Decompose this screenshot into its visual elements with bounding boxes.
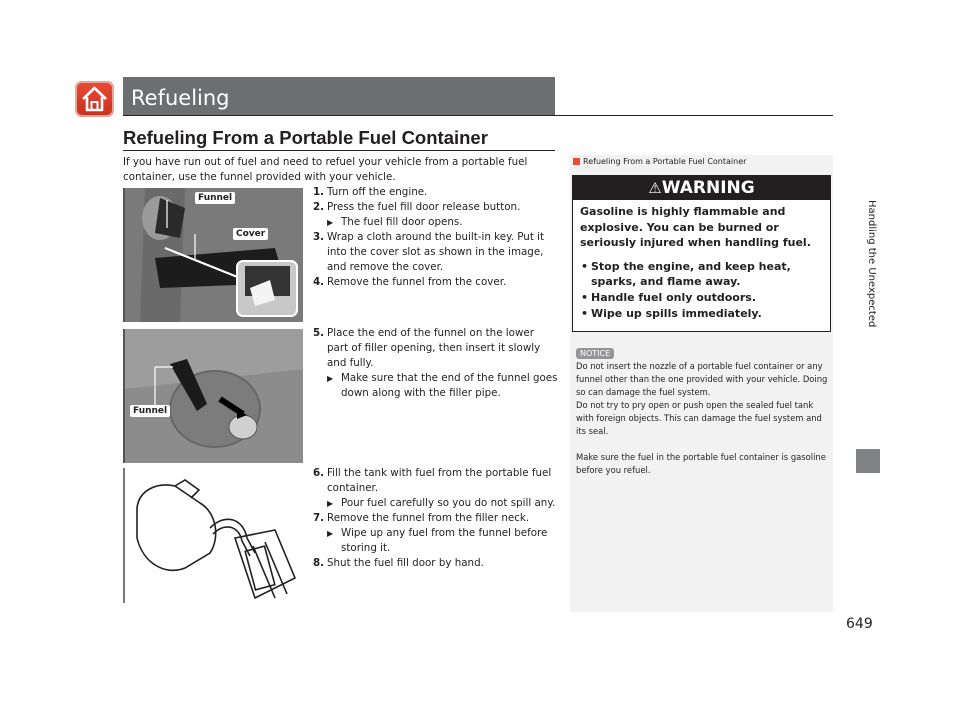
step-item <box>313 185 558 200</box>
warning-text <box>580 204 825 321</box>
step-sub-item <box>313 371 558 401</box>
page-number: 649 <box>846 616 873 632</box>
notice-paragraph: Do not insert the nozzle of a portable fuel container or any funnel other than the one provided with your vehicle. Doing so can damage the fuel system. <box>576 361 828 397</box>
warning-item: • Wipe up spills immediately. <box>591 306 825 322</box>
notice-paragraph: Do not try to pry open or push open the sealed fuel tank with foreign objects. This can damage the fuel system and its seal. <box>576 400 822 436</box>
step-number: 3. <box>313 231 325 243</box>
notice-badge: NOTICE <box>576 348 614 359</box>
step-item <box>313 466 558 496</box>
step-item <box>313 326 558 371</box>
note-marker-icon <box>573 158 580 165</box>
title-rule <box>123 115 833 116</box>
step-item <box>313 230 558 275</box>
callout-cover: Cover <box>233 228 268 240</box>
step-item <box>313 511 558 526</box>
callout-funnel-2: Funnel <box>130 405 170 417</box>
step-text: Remove the funnel from the filler neck. <box>327 512 530 524</box>
step-sub-text: Wipe up any fuel from the funnel before storing it. <box>341 527 548 554</box>
step-number: 5. <box>313 327 325 339</box>
step-item <box>313 275 558 290</box>
funnel-insert-image <box>123 329 303 463</box>
section-title: Refueling <box>131 86 230 110</box>
step-text: Press the fuel fill door release button. <box>327 201 521 213</box>
chapter-label: Handling the Unexpected <box>866 200 877 328</box>
arrow-icon: ▶ <box>327 374 334 383</box>
step-sub-item <box>313 496 558 511</box>
portable-container-illustration <box>125 468 303 603</box>
cover-removal-image <box>123 188 303 322</box>
step-item <box>313 556 558 571</box>
steps-group-3 <box>313 466 558 571</box>
chapter-tab-marker <box>856 449 880 473</box>
steps-group-2 <box>313 326 558 401</box>
warning-label: WARNING <box>661 178 755 198</box>
subsection-rule <box>123 150 555 151</box>
step-text: Fill the tank with fuel from the portable fuel container. <box>327 467 552 494</box>
step-text: Turn off the engine. <box>327 186 428 198</box>
warning-lead: Gasoline is highly flammable and explosive. You can be burned or seriously injured when handling fuel. <box>580 205 811 250</box>
cover-removal-illustration <box>125 188 303 322</box>
step-sub-item <box>313 526 558 556</box>
step-text: Shut the fuel fill door by hand. <box>327 557 484 569</box>
section-title-bar <box>123 77 555 115</box>
notice-paragraph: Make sure the fuel in the portable fuel container is gasoline before you refuel. <box>576 452 826 475</box>
step-number: 8. <box>313 557 325 569</box>
notice-text <box>576 360 828 477</box>
step-number: 7. <box>313 512 325 524</box>
home-button[interactable] <box>75 81 114 117</box>
step-text: Remove the funnel from the cover. <box>327 276 507 288</box>
warning-item: • Handle fuel only outdoors. <box>591 290 825 306</box>
step-item <box>313 200 558 215</box>
callout-funnel: Funnel <box>195 192 235 204</box>
funnel-insert-illustration <box>125 329 303 463</box>
arrow-icon: ▶ <box>327 499 334 508</box>
step-text: Wrap a cloth around the built-in key. Put it into the cover slot as shown in the image, and remove the cover. <box>327 231 545 273</box>
arrow-icon: ▶ <box>327 218 334 227</box>
step-number: 6. <box>313 467 325 479</box>
step-sub-item <box>313 215 558 230</box>
note-title: Refueling From a Portable Fuel Container <box>583 157 747 166</box>
step-number: 1. <box>313 186 325 198</box>
step-number: 4. <box>313 276 325 288</box>
steps-group-1 <box>313 185 558 290</box>
warning-triangle-icon: ⚠ <box>648 179 662 197</box>
step-text: Place the end of the funnel on the lower part of filler opening, then insert it slowly and fully. <box>327 327 541 369</box>
step-sub-text: The fuel fill door opens. <box>341 216 463 228</box>
step-sub-text: Pour fuel carefully so you do not spill any. <box>341 497 556 509</box>
step-number: 2. <box>313 201 325 213</box>
arrow-icon: ▶ <box>327 529 334 538</box>
warning-header <box>573 176 830 200</box>
warning-item: • Stop the engine, and keep heat, sparks, and flame away. <box>591 259 825 290</box>
step-sub-text: Make sure that the end of the funnel goes down along with the filler pipe. <box>341 372 558 399</box>
intro-text: If you have run out of fuel and need to refuel your vehicle from a portable fuel container, use the funnel provided with your vehicle. <box>123 156 528 183</box>
warning-list <box>580 259 825 321</box>
home-icon <box>75 81 114 117</box>
subsection-heading: Refueling From a Portable Fuel Container <box>123 127 488 148</box>
portable-container-image <box>123 468 303 603</box>
